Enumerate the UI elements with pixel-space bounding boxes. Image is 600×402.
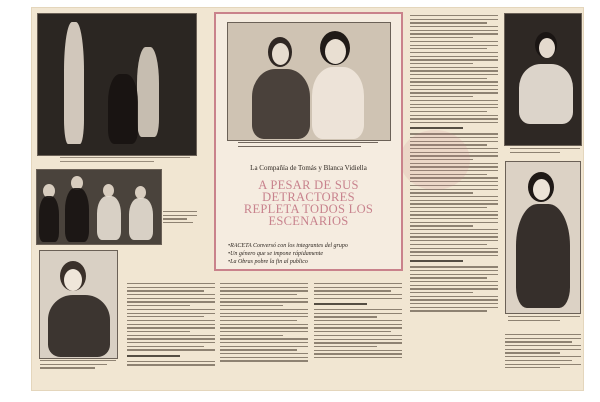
- bullet-item-1: •RACETA Conversó con los integrantes del grupo: [228, 243, 348, 249]
- article-column-2: [220, 283, 308, 383]
- portrait-photo-caption: [40, 360, 116, 374]
- headline-line-2: DETRACTORES: [262, 190, 355, 204]
- actress-seated-photo: [505, 161, 581, 314]
- headline-line-1: A PESAR DE SUS: [258, 178, 359, 192]
- feature-article-box: [214, 12, 403, 271]
- headline-line-3: REPLETA TODOS LOS: [243, 202, 374, 216]
- article-column-3: [314, 283, 402, 383]
- pink-watermark-stain: [400, 130, 470, 190]
- headline-line-4: ESCENARIOS: [268, 214, 349, 228]
- feature-headline: [222, 179, 395, 227]
- actress-smiling-photo: [504, 13, 582, 146]
- article-column-4: [410, 15, 498, 383]
- group-photo: [36, 169, 162, 245]
- duo-portrait-photo: [227, 22, 391, 141]
- article-column-5: [505, 334, 581, 382]
- duo-photo-caption: [238, 142, 378, 151]
- actress-photo-caption: [510, 148, 580, 157]
- article-column-1: [127, 283, 215, 383]
- stage-photo-caption: [60, 157, 190, 166]
- bullet-item-3: •La Obras pobre la fin al publico: [228, 259, 308, 266]
- feature-kicker: La Compañía de Tomás y Blanca Vidiella: [250, 164, 367, 172]
- feature-bullet-list: [228, 242, 398, 267]
- bullet-item-2: •Un género que se impone rápidamente: [228, 251, 324, 258]
- seated-photo-caption: [508, 316, 580, 325]
- group-photo-caption: [163, 211, 197, 241]
- woman-portrait-photo: [39, 250, 118, 359]
- stage-performance-photo: [37, 13, 197, 156]
